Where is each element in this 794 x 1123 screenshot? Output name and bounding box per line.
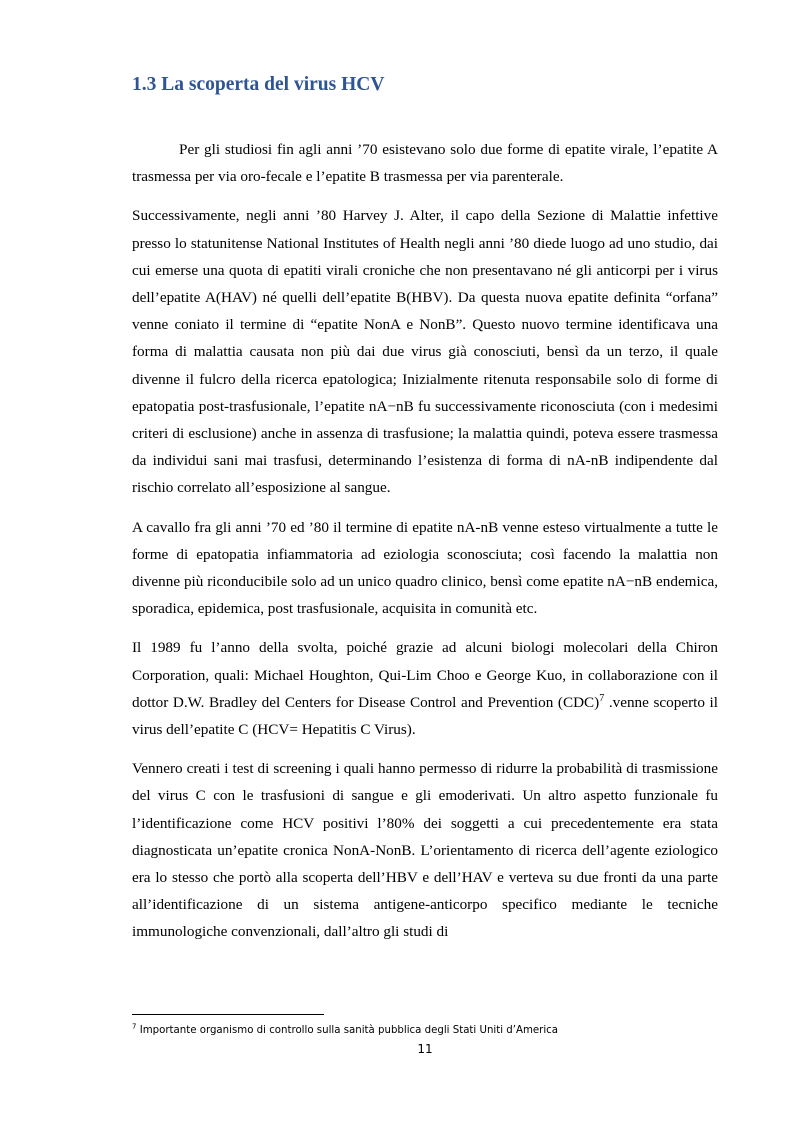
paragraph-4-text: Il 1989 fu l’anno della svolta, poiché grazie ad alcuni biologi molecolari della Chiron Corporation, quali: Michael Houghton, Qui-Lim Choo e George Kuo, in collaborazione con il dottor D.W. Bradley del Centers for Disease Control and Prevention (CDC) — [132, 639, 718, 711]
paragraph-1: Per gli studiosi fin agli anni ’70 esistevano solo due forme di epatite virale, l’epatite A trasmessa per via oro-fecale e l’epatite B trasmessa per via parenterale. — [132, 141, 718, 186]
paragraph-4 — [132, 634, 718, 743]
paragraph-2: Successivamente, negli anni ’80 Harvey J. Alter, il capo della Sezione di Malattie infettive presso lo statunitense National Institutes of Health negli anni ’80 diede luogo ad uno studio, dai cui emerse una quota di epatiti virali croniche che non presentavano né gli anticorpi per i virus dell’epatite A(HAV) né quelli dell’epatite B(HBV). Da questa nuova epatite definita “orfana” venne coniato il termine di “epatite NonA e NonB”. Questo nuovo termine identificava una forma di malattia causata non più dai due virus già conosciuti, bensì da un terzo, il quale divenne il fulcro della ricerca epatologica; Inizialmente ritenuta responsabile solo di forme di epatopatia post-trasfusionale, l’epatite nA−nB fu successivamente riconosciuta (con i medesimi criteri di esclusione) anche in assenza di trasfusione; la malattia quindi, poteva essere trasmessa da individui sani mai trasfusi, determinando l’esistenza di forma di nA-nB indipendente dal rischio correlato all’esposizione al sangue. — [132, 207, 718, 497]
section-heading: 1.3 La scoperta del virus HCV — [132, 74, 385, 95]
footnote-reference[interactable]: 7 — [599, 692, 605, 704]
footnote — [132, 1022, 732, 1036]
paragraph-3: A cavallo fra gli anni ’70 ed ’80 il termine di epatite nA-nB venne esteso virtualmente a tutte le forme di epatopatia infiammatoria ad eziologia sconosciuta; così facendo la malattia non divenne più riconducibile solo ad un unico quadro clinico, bensì come epatite nA−nB endemica, sporadica, epidemica, post trasfusionale, acquisita in comunità etc. — [132, 518, 718, 618]
paragraph-4-text-end: .venne scoperto il virus dell’epatite C (HCV= Hepatitis C Virus). — [132, 693, 718, 739]
footnote-text: Importante organismo di controllo sulla sanità pubblica degli Stati Uniti d’America — [136, 1025, 559, 1036]
paragraph-5: Vennero creati i test di screening i quali hanno permesso di ridurre la probabilità di trasmissione del virus C con le trasfusioni di sangue e gli emoderivati. Un altro aspetto funzionale fu l’identificazione come HCV positivi l’80% dei soggetti a cui precedentemente era stata diagnosticata un’epatite cronica NonA-NonB. L’orientamento di ricerca dell’agente eziologico era lo stesso che portò alla scoperta dell’HBV e dell’HAV e verteva su due fronti da una parte all’identificazione di un sistema antigene-anticorpo specifico mediante le tecniche immunologiche convenzionali, dall’altro gli studi di — [132, 760, 718, 941]
footnote-marker: 7 — [132, 1022, 137, 1031]
page-number: 11 — [417, 1042, 433, 1056]
footnote-separator — [132, 1014, 324, 1015]
body-text — [132, 136, 718, 946]
